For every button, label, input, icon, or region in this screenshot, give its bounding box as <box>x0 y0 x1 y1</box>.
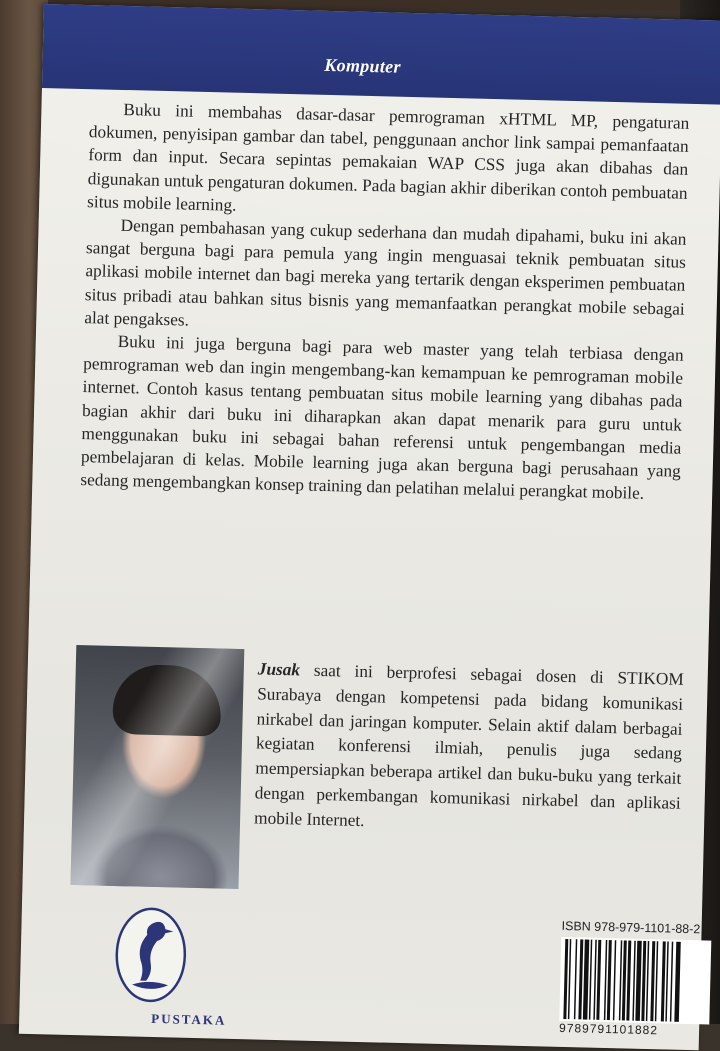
blurb-paragraph: Buku ini membahas dasar-dasar pemrograman xHTML MP, pengaturan dokumen, penyisipan gambar dan tabel, penggunaan anchor link sampai pemanfaatan form dan input. Secara sepintas pemakaian WAP CSS juga akan dibahas dan digunakan untuk pengaturan dokumen. Pada bagian akhir diberikan contoh pembuatan situs mobile learning. <box>86 99 690 215</box>
barcode-bar <box>646 941 649 1021</box>
barcode-bar <box>635 941 641 1021</box>
book-blurb <box>80 97 689 506</box>
category-band <box>42 4 720 105</box>
barcode-bar <box>568 939 571 1019</box>
author-name: Jusak <box>257 659 301 680</box>
barcode-bar <box>583 939 589 1019</box>
barcode-bar <box>641 941 646 1021</box>
barcode-bar <box>563 939 568 1019</box>
author-bio <box>254 657 684 841</box>
barcode-digits: 9789791101882 <box>558 1020 659 1038</box>
barcode-bar <box>650 941 655 1021</box>
publisher-name: PUSTAKA <box>151 1010 227 1028</box>
barcode-bar <box>619 940 622 1020</box>
barcode-bar <box>655 941 658 1021</box>
barcode-bar <box>578 939 583 1019</box>
barcode-bar <box>632 941 635 1021</box>
blurb-paragraph: Buku ini juga berguna bagi para web master yang telah terbiasa dengan pemrograman web dan ingin mengembang-kan kemampuan ke pemrograman mobile internet. Contoh kasus tentang pembuatan situs mobile learning yang dibahas pada bagian akhir dari buku ini diharapkan akan dapat menarik para guru untuk menggunakan buku ini sebagai bahan referensi untuk pengembangan media pembelajaran di kelas. Mobile learning juga akan berguna bagi perusahaan yang sedang mengembangkan konsep training dan pelatihan melalui perangkat mobile. <box>80 331 684 504</box>
barcode-bar <box>613 940 616 1020</box>
blurb-paragraph: Dengan pembahasan yang cukup sederhana dan mudah dipahami, buku ini akan sangat berguna bagi para pemula yang ingin menguasai teknik pembuatan situs aplikasi mobile internet dan bagi mereka yang tertarik dengan eksperimen pembuatan situs pribadi atau bahkan situs bisnis yang memanfaatkan perangkat mobile sebagai alat pengakses. <box>84 215 687 330</box>
isbn-label: ISBN 978-979-1101-88-2 <box>561 918 701 937</box>
author-portrait <box>70 645 244 889</box>
author-bio-text: saat ini berprofesi sebagai dosen di STIKOM Surabaya dengan kompetensi pada bidang komunikasi nirkabel dan jaringan komputer. Selain aktif dalam berbagai kegiatan konferensi ilmiah, penulis juga sedang mempersiapkan beberapa artikel dan buku-buku yang terkait dengan perkembangan komunikasi nirkabel dan aplikasi mobile Internet. <box>253 660 684 830</box>
barcode <box>559 937 711 1025</box>
barcode-bar <box>665 942 668 1022</box>
barcode-bar <box>593 940 596 1020</box>
barcode-bar <box>574 939 577 1019</box>
category-title: Komputer <box>324 54 402 77</box>
book-back-cover <box>19 4 720 1050</box>
barcode-bar <box>596 940 601 1020</box>
barcode-bar <box>589 940 592 1020</box>
barcode-bar <box>607 940 612 1020</box>
barcode-bar <box>674 942 680 1022</box>
barcode-bar <box>626 941 631 1021</box>
heron-emblem-icon <box>112 904 190 1006</box>
barcode-bar <box>670 942 673 1022</box>
barcode-bar <box>622 940 627 1020</box>
portrait-glare <box>70 645 244 889</box>
barcode-bar <box>661 941 666 1021</box>
barcode-bar <box>604 940 607 1020</box>
